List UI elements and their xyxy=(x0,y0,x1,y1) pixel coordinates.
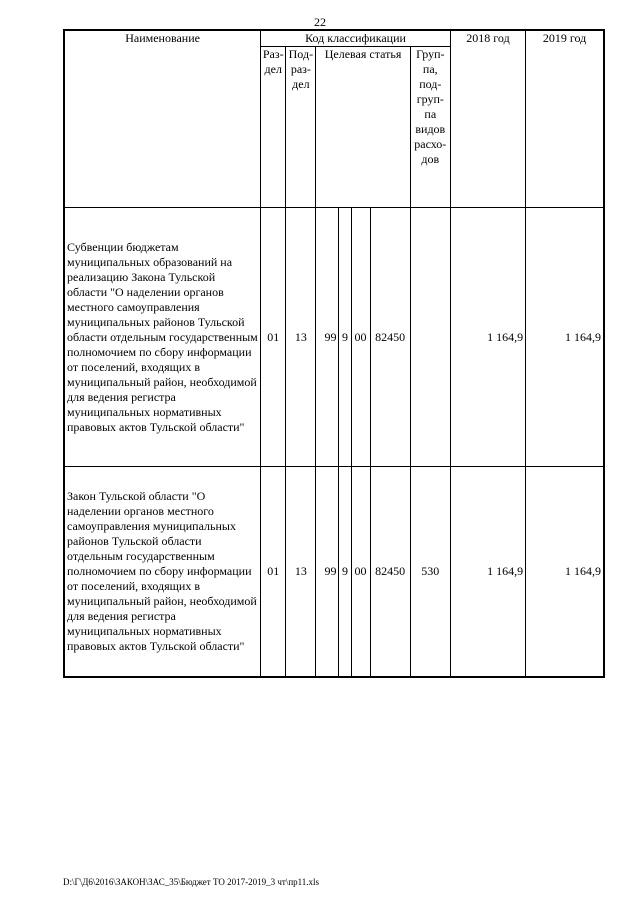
row-name: Закон Тульской области "О наделении органов местного самоуправления муниципальных районов Тульской области отдельным государственным полномочием по сбору информации от поселений, входящих в муниципальный район, необходимой для ведения регистра муниципальных нормативных правовых актов Тульской области" xyxy=(64,467,261,678)
row-value-2019: 1 164,9 xyxy=(526,467,604,678)
table-row xyxy=(64,467,604,678)
row-target-part: 00 xyxy=(351,467,370,678)
budget-table xyxy=(63,29,605,678)
file-path-footer: D:\Г\Д6\2016\ЗАКОН\ЗАС_35\Бюджет ТО 2017-2019_3 чт\пр11.xls xyxy=(63,877,320,887)
row-expense-group: 530 xyxy=(410,467,450,678)
row-target-part: 82450 xyxy=(370,208,410,467)
row-target-part: 00 xyxy=(351,208,370,467)
row-section: 01 xyxy=(261,208,286,467)
row-target-part: 99 xyxy=(316,467,339,678)
row-value-2018: 1 164,9 xyxy=(450,208,525,467)
row-target-part: 99 xyxy=(316,208,339,467)
row-subsection: 13 xyxy=(286,467,316,678)
row-section: 01 xyxy=(261,467,286,678)
table-row xyxy=(64,208,604,467)
header-classification-code: Код классификации xyxy=(261,30,451,47)
header-expense-group: Груп- па, под- груп- па видов расхо- дов xyxy=(410,47,450,208)
header-row-1 xyxy=(64,30,604,47)
header-year-2018: 2018 год xyxy=(450,30,525,208)
row-subsection: 13 xyxy=(286,208,316,467)
row-target-part: 9 xyxy=(339,208,351,467)
page-number: 22 xyxy=(314,15,326,29)
row-value-2019: 1 164,9 xyxy=(526,208,604,467)
header-section: Раз- дел xyxy=(261,47,286,208)
row-name: Субвенции бюджетам муниципальных образований на реализацию Закона Тульской области "О наделении органов местного самоуправления муниципальных районов Тульской области отдельным государственным полномочием по сбору информации от поселений, входящих в муниципальный район, необходимой для ведения регистра муниципальных нормативных правовых актов Тульской области" xyxy=(64,208,261,467)
header-year-2019: 2019 год xyxy=(526,30,604,208)
row-value-2018: 1 164,9 xyxy=(450,467,525,678)
header-target-article: Целевая статья xyxy=(316,47,410,208)
row-target-part: 9 xyxy=(339,467,351,678)
header-name: Наименование xyxy=(64,30,261,208)
row-expense-group xyxy=(410,208,450,467)
header-subsection: Под- раз- дел xyxy=(286,47,316,208)
row-target-part: 82450 xyxy=(370,467,410,678)
